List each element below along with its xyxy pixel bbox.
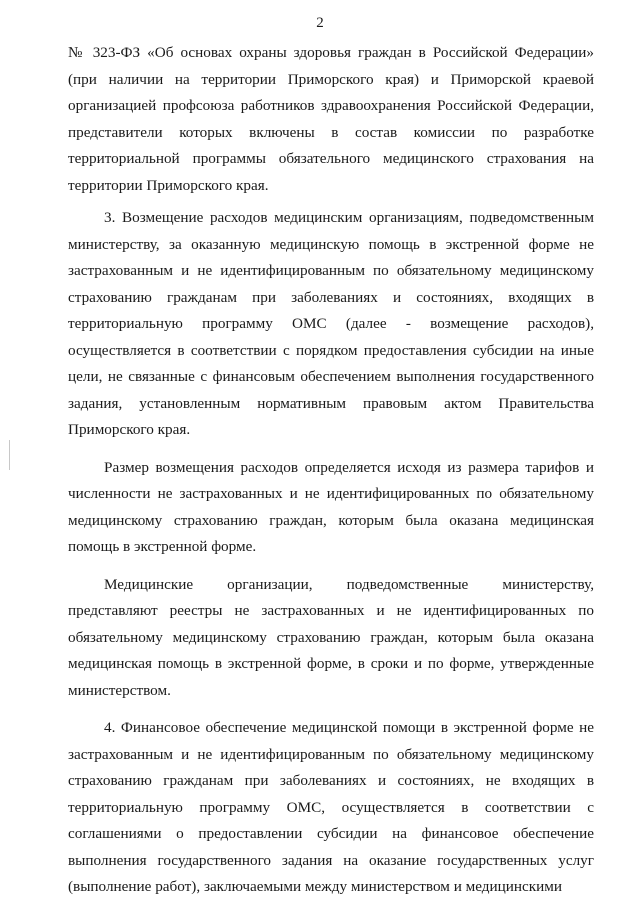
paragraph-item-3: 3. Возмещение расходов медицинским организациям, подведомственным министерству, за оказанную медицинскую помощь в экстренной форме не застрахованным и не идентифицированным по обязательному медицинскому страхованию гражданам при заболеваниях и состояниях, входящих в территориальную программу ОМС (далее - возмещение расходов), осуществляется в соответствии с порядком предоставления субсидии на иные цели, не связанные с финансовым обеспечением выполнения государственного задания, установленным нормативным правовым актом Правительства Приморского края. — [68, 209, 594, 438]
paragraph-item-4: 4. Финансовое обеспечение медицинской помощи в экстренной форме не застрахованным и не идентифицированным по обязательному медицинскому страхованию гражданам при заболеваниях и состояниях, не входящих в территориальную программу ОМС, осуществляется в соответствии с соглашениями о предоставлении субсидии на финансовое обеспечение выполнения государственного задания на оказание государственных услуг (выполнение работ), заключаемыми между министерством и медицинскими — [68, 719, 594, 895]
paragraph-reimbursement-size: Размер возмещения расходов определяется исходя из размера тарифов и численности не застрахованных и не идентифицированных по обязательному медицинскому страхованию граждан, которым была оказана медицинская помощь в экстренной форме. — [68, 458, 594, 555]
page-number: 2 — [316, 15, 324, 31]
paragraph-continuation: № 323-ФЗ «Об основах охраны здоровья граждан в Российской Федерации» (при наличии на территории Приморского края) и Приморской краевой организацией профсоюза работников здравоохранения Российской Федерации, представители которых включены в состав комиссии по разработке территориальной программы обязательного медицинского страхования на территории Приморского края. — [68, 44, 594, 194]
margin-mark — [9, 440, 10, 470]
paragraph-registries: Медицинские организации, подведомственные министерству, представляют реестры не застрахованных и не идентифицированных по обязательному медицинскому страхованию граждан, которым была оказана медицинская помощь в экстренной форме, в сроки и по форме, утвержденные министерством. — [68, 575, 594, 699]
document-body — [68, 40, 594, 901]
